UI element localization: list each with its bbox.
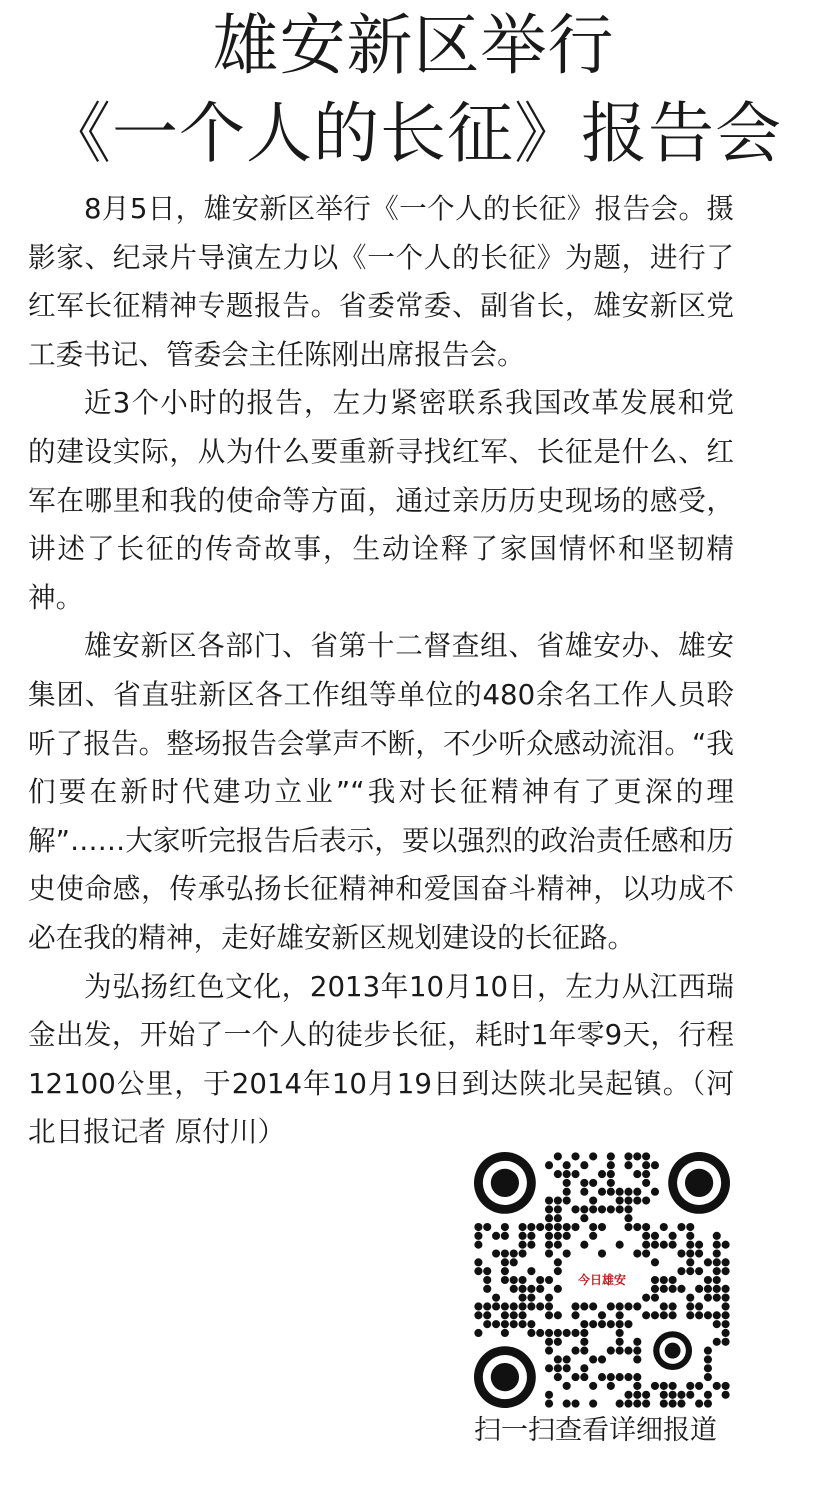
article-title-line-2: 《一个人的长征》报告会 xyxy=(45,95,782,172)
article-body xyxy=(28,185,734,1157)
paragraph-3: 雄安新区各部门、省第十二督查组、省雄安办、雄安集团、省直驻新区各工作组等单位的480余名工作人员聆听了报告。整场报告会掌声不断，不少听众感动流泪。“我们要在新时代建功立业”“我对长征精神有了更深的理解”……大家听完报告后表示，要以强烈的政治责任感和历史使命感，传承弘扬长征精神和爱国奋斗精神，以功成不必在我的精神，走好雄安新区规划建设的长征路。 xyxy=(28,629,734,954)
qr-logo: 今日雄安 xyxy=(572,1264,632,1296)
paragraph-2: 近3个小时的报告，左力紧密联系我国改革发展和党的建设实际，从为什么要重新寻找红军、长征是什么、红军在哪里和我的使命等方面，通过亲历历史现场的感受，讲述了长征的传奇故事，生动诠释了家国情怀和坚韧精神。 xyxy=(28,386,734,614)
qr-caption: 扫一扫查看详细报道 xyxy=(474,1415,717,1446)
paragraph-1: 8月5日，雄安新区举行《一个人的长征》报告会。摄影家、纪录片导演左力以《一个人的长征》为题，进行了红军长征精神专题报告。省委常委、副省长，雄安新区党工委书记、管委会主任陈刚出席报告会。 xyxy=(28,192,734,371)
article-title-line-1: 雄安新区举行 xyxy=(212,7,615,84)
qr-code[interactable] xyxy=(474,1152,730,1408)
paragraph-4: 为弘扬红色文化，2013年10月10日，左力从江西瑞金出发，开始了一个人的徒步长征，耗时1年零9天，行程12100公里，于2014年10月19日到达陕北吴起镇。（河北日报记者 原付川） xyxy=(28,969,734,1149)
qr-block xyxy=(474,1152,734,1448)
